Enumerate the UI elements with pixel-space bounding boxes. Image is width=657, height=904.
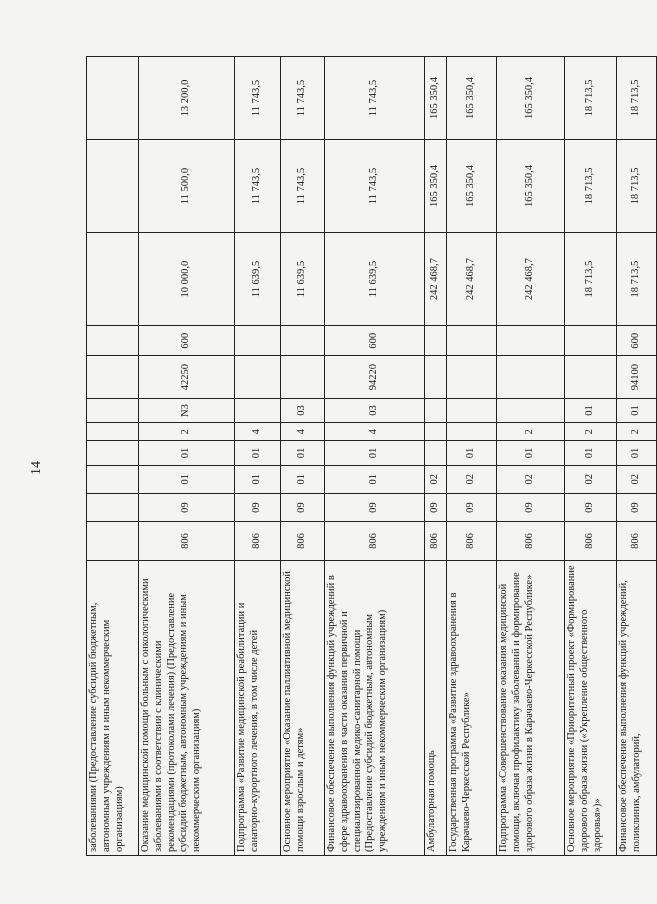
table-row	[235, 57, 281, 856]
budget-table	[86, 56, 657, 856]
cell-grbs: 806	[281, 522, 325, 560]
cell-y2021: 11 743,5	[235, 140, 281, 233]
cell-pr: 01	[281, 465, 325, 493]
cell-name: заболеваниями (Предоставление субсидий бюджетным, автономным учреждениям и иным некоммерческим организациям)	[87, 560, 139, 855]
cell-y2021: 11 500,0	[139, 140, 235, 233]
cell-name: Финансовое обеспечение выполнения функций учреждений, поликлиник, амбулаторий,	[617, 560, 657, 855]
cell-grbs: 806	[447, 522, 497, 560]
cell-rz: 09	[281, 493, 325, 521]
cell-c1: 01	[565, 441, 617, 465]
table-row	[139, 57, 235, 856]
cell-vr	[87, 326, 139, 356]
page-number: 14	[29, 461, 44, 475]
cell-y2020: 11 639,5	[235, 233, 281, 326]
cell-c2: 2	[565, 423, 617, 441]
cell-c1: 01	[497, 441, 565, 465]
cell-c2: 2	[139, 423, 235, 441]
cell-vr: 600	[139, 326, 235, 356]
cell-rz: 09	[497, 493, 565, 521]
cell-c1: 01	[139, 441, 235, 465]
cell-rz: 09	[139, 493, 235, 521]
table-row	[617, 57, 657, 856]
cell-c2: 2	[617, 423, 657, 441]
table-row	[565, 57, 617, 856]
cell-y2020: 18 713,5	[617, 233, 657, 326]
cell-name: Основное мероприятие «Приоритетный проект «Формирование здорового образа жизни («Укрепление общественного здоровья»)»	[565, 560, 617, 855]
cell-c4	[87, 356, 139, 398]
cell-c4	[565, 356, 617, 398]
cell-vr	[565, 326, 617, 356]
cell-grbs: 806	[325, 522, 425, 560]
cell-grbs: 806	[565, 522, 617, 560]
cell-grbs: 806	[425, 522, 447, 560]
cell-c2: 2	[497, 423, 565, 441]
cell-name: Основное мероприятие «Оказание паллиативной медицинской помощи взрослым и детям»	[281, 560, 325, 855]
cell-rz: 09	[617, 493, 657, 521]
budget-table-rotated	[86, 56, 642, 856]
cell-y2020: 10 000,0	[139, 233, 235, 326]
cell-pr: 02	[565, 465, 617, 493]
cell-pr	[87, 465, 139, 493]
cell-rz: 09	[235, 493, 281, 521]
cell-y2020: 242 468,7	[497, 233, 565, 326]
cell-pr: 01	[325, 465, 425, 493]
cell-c3: 01	[565, 398, 617, 422]
cell-c3: 03	[325, 398, 425, 422]
cell-name: Финансовое обеспечение выполнения функций учреждений в сфере здравоохранения в части оказания первичной и специализированной медико-санитарной помощи (Предоставление субсидий бюджетным, автономным учреждениям и иным некоммерческим организациям)	[325, 560, 425, 855]
cell-y2020	[87, 233, 139, 326]
cell-c3: N3	[139, 398, 235, 422]
cell-c2: 4	[325, 423, 425, 441]
cell-y2022: 18 713,5	[565, 57, 617, 140]
cell-c2	[87, 423, 139, 441]
cell-vr	[425, 326, 447, 356]
cell-c4	[235, 356, 281, 398]
cell-grbs: 806	[139, 522, 235, 560]
cell-y2020: 242 468,7	[447, 233, 497, 326]
cell-rz	[87, 493, 139, 521]
table-row	[325, 57, 425, 856]
cell-c1	[425, 441, 447, 465]
table-body	[87, 57, 657, 856]
cell-c3	[87, 398, 139, 422]
cell-c1: 01	[617, 441, 657, 465]
cell-y2021: 165 350,4	[425, 140, 447, 233]
table-row	[425, 57, 447, 856]
cell-y2021: 165 350,4	[497, 140, 565, 233]
cell-vr	[235, 326, 281, 356]
cell-c4: 94100	[617, 356, 657, 398]
cell-vr: 600	[325, 326, 425, 356]
cell-c1: 01	[235, 441, 281, 465]
cell-name: Оказание медицинской помощи больным с онкологическими заболеваниями в соответствии с клиническими рекомендациями (протоколами лечения) (Предоставление субсидий бюджетным, автономным учреждениям и иным некоммерческим организациям)	[139, 560, 235, 855]
cell-y2021: 18 713,5	[565, 140, 617, 233]
cell-c1: 01	[281, 441, 325, 465]
cell-y2021	[87, 140, 139, 233]
cell-pr: 01	[235, 465, 281, 493]
cell-c4	[447, 356, 497, 398]
cell-name: Государственная программа «Развитие здравоохранения в Карачаево-Черкесской Республике»	[447, 560, 497, 855]
cell-vr: 600	[617, 326, 657, 356]
cell-c3	[497, 398, 565, 422]
cell-y2022	[87, 57, 139, 140]
cell-y2020: 11 639,5	[325, 233, 425, 326]
cell-c1	[87, 441, 139, 465]
cell-name: Подпрограмма «Развитие медицинской реабилитации и санаторно-курортного лечения, в том числе детей	[235, 560, 281, 855]
table-row	[447, 57, 497, 856]
table-row	[281, 57, 325, 856]
cell-y2022: 11 743,5	[235, 57, 281, 140]
cell-y2021: 165 350,4	[447, 140, 497, 233]
cell-y2022: 165 350,4	[497, 57, 565, 140]
cell-name: Подпрограмма «Совершенствование оказания медицинской помощи, включая профилактику заболеваний и формирование здорового образа жизни в Карачаево-Черкесской Республике»	[497, 560, 565, 855]
cell-y2022: 11 743,5	[325, 57, 425, 140]
cell-c4	[425, 356, 447, 398]
cell-vr	[497, 326, 565, 356]
cell-c3	[425, 398, 447, 422]
cell-y2022: 13 200,0	[139, 57, 235, 140]
cell-pr: 01	[139, 465, 235, 493]
cell-c3: 03	[281, 398, 325, 422]
cell-y2022: 165 350,4	[447, 57, 497, 140]
cell-y2022: 11 743,5	[281, 57, 325, 140]
cell-y2022: 165 350,4	[425, 57, 447, 140]
cell-c2	[425, 423, 447, 441]
table-row	[497, 57, 565, 856]
cell-c4	[281, 356, 325, 398]
cell-pr: 02	[617, 465, 657, 493]
cell-grbs: 806	[235, 522, 281, 560]
cell-y2020: 18 713,5	[565, 233, 617, 326]
cell-c1: 01	[447, 441, 497, 465]
cell-y2021: 11 743,5	[281, 140, 325, 233]
cell-pr: 02	[425, 465, 447, 493]
cell-grbs: 806	[497, 522, 565, 560]
cell-y2021: 18 713,5	[617, 140, 657, 233]
cell-c2: 4	[281, 423, 325, 441]
cell-rz: 09	[447, 493, 497, 521]
cell-y2021: 11 743,5	[325, 140, 425, 233]
cell-name: Амбулаторная помощь	[425, 560, 447, 855]
cell-vr	[281, 326, 325, 356]
cell-c4	[497, 356, 565, 398]
cell-y2020: 11 639,5	[281, 233, 325, 326]
cell-c2: 4	[235, 423, 281, 441]
cell-c2	[447, 423, 497, 441]
cell-c4: 42250	[139, 356, 235, 398]
cell-c1: 01	[325, 441, 425, 465]
cell-y2022: 18 713,5	[617, 57, 657, 140]
cell-c3: 01	[617, 398, 657, 422]
table-row	[87, 57, 139, 856]
cell-y2020: 242 468,7	[425, 233, 447, 326]
cell-rz: 09	[425, 493, 447, 521]
cell-grbs	[87, 522, 139, 560]
cell-c3	[447, 398, 497, 422]
cell-rz: 09	[565, 493, 617, 521]
cell-rz: 09	[325, 493, 425, 521]
cell-pr: 02	[447, 465, 497, 493]
cell-c4: 94220	[325, 356, 425, 398]
cell-grbs: 806	[617, 522, 657, 560]
cell-pr: 02	[497, 465, 565, 493]
cell-vr	[447, 326, 497, 356]
cell-c3	[235, 398, 281, 422]
